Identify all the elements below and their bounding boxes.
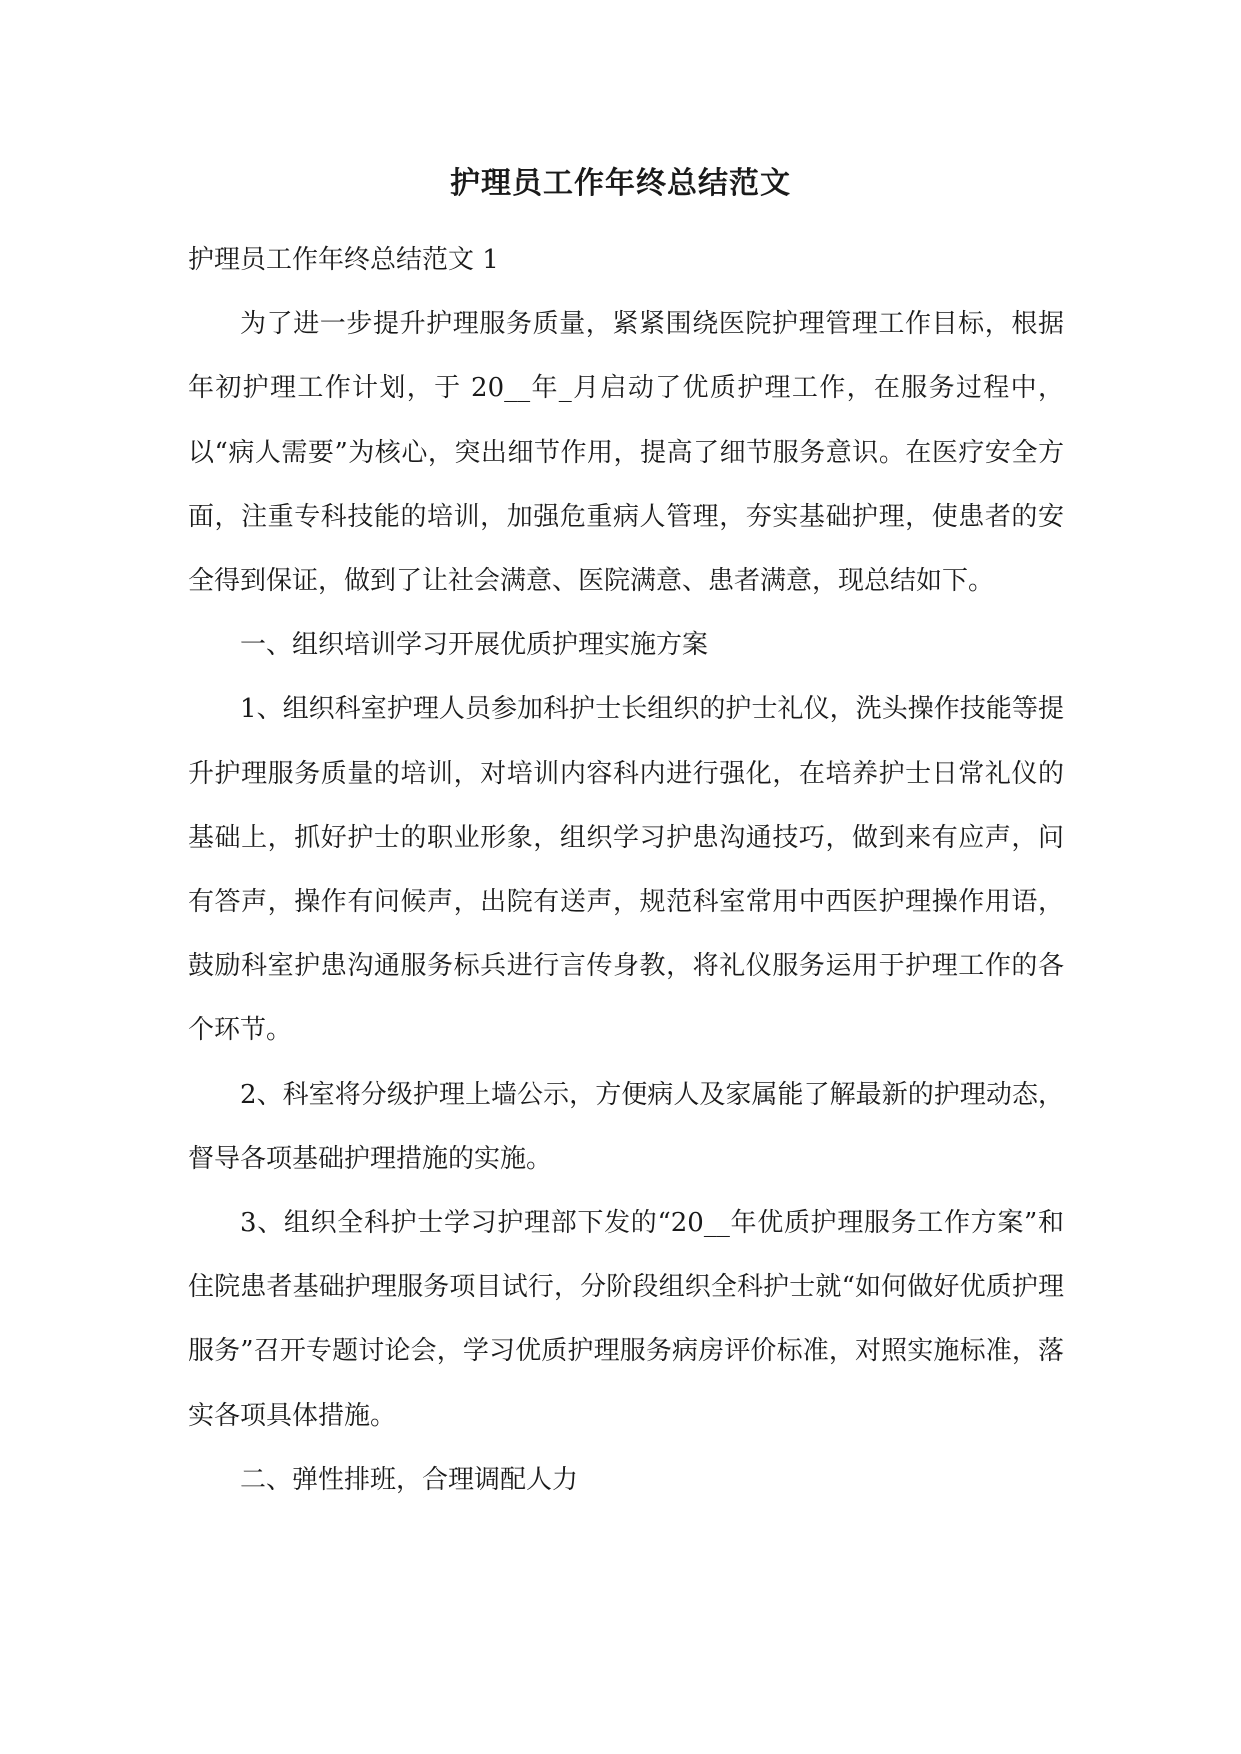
heading-part-two: 二、弹性排班，合理调配人力 <box>240 1464 579 1495</box>
document-body <box>188 228 1064 1512</box>
paragraph-item-3: 3、组织全科护士学习护理部下发的“20__年优质护理服务工作方案”和住院患者基础护理服务项目试行，分阶段组织全科护士就“如何做好优质护理服务”召开专题讨论会，学习优质护理服务病房评价标准，对照实施标准，落实各项具体措施。 <box>188 1208 1064 1431</box>
heading-part-one: 一、组织培训学习开展优质护理实施方案 <box>240 630 709 661</box>
document-title: 护理员工作年终总结范文 <box>450 166 791 201</box>
paragraph-intro: 为了进一步提升护理服务质量，紧紧围绕医院护理管理工作目标，根据年初护理工作计划，于 20__年_月启动了优质护理工作，在服务过程中，以“病人需要”为核心，突出细节作用，提高了细节服务意识。在医疗安全方面，注重专科技能的培训，加强危重病人管理，夯实基础护理，使患者的安全得到保证，做到了让社会满意、医院满意、患者满意，现总结如下。 <box>188 309 1064 597</box>
paragraph-item-2: 2、科室将分级护理上墙公示，方便病人及家属能了解最新的护理动态，督导各项基础护理措施的实施。 <box>188 1079 1064 1174</box>
paragraph-item-1: 1、组织科室护理人员参加科护士长组织的护士礼仪，洗头操作技能等提升护理服务质量的培训，对培训内容科内进行强化，在培养护士日常礼仪的基础上，抓好护士的职业形象，组织学习护患沟通技巧，做到来有应声，问有答声，操作有问候声，出院有送声，规范科室常用中西医护理操作用语，鼓励科室护患沟通服务标兵进行言传身教，将礼仪服务运用于护理工作的各个环节。 <box>188 694 1064 1046</box>
section-heading: 护理员工作年终总结范文 1 <box>188 245 499 275</box>
